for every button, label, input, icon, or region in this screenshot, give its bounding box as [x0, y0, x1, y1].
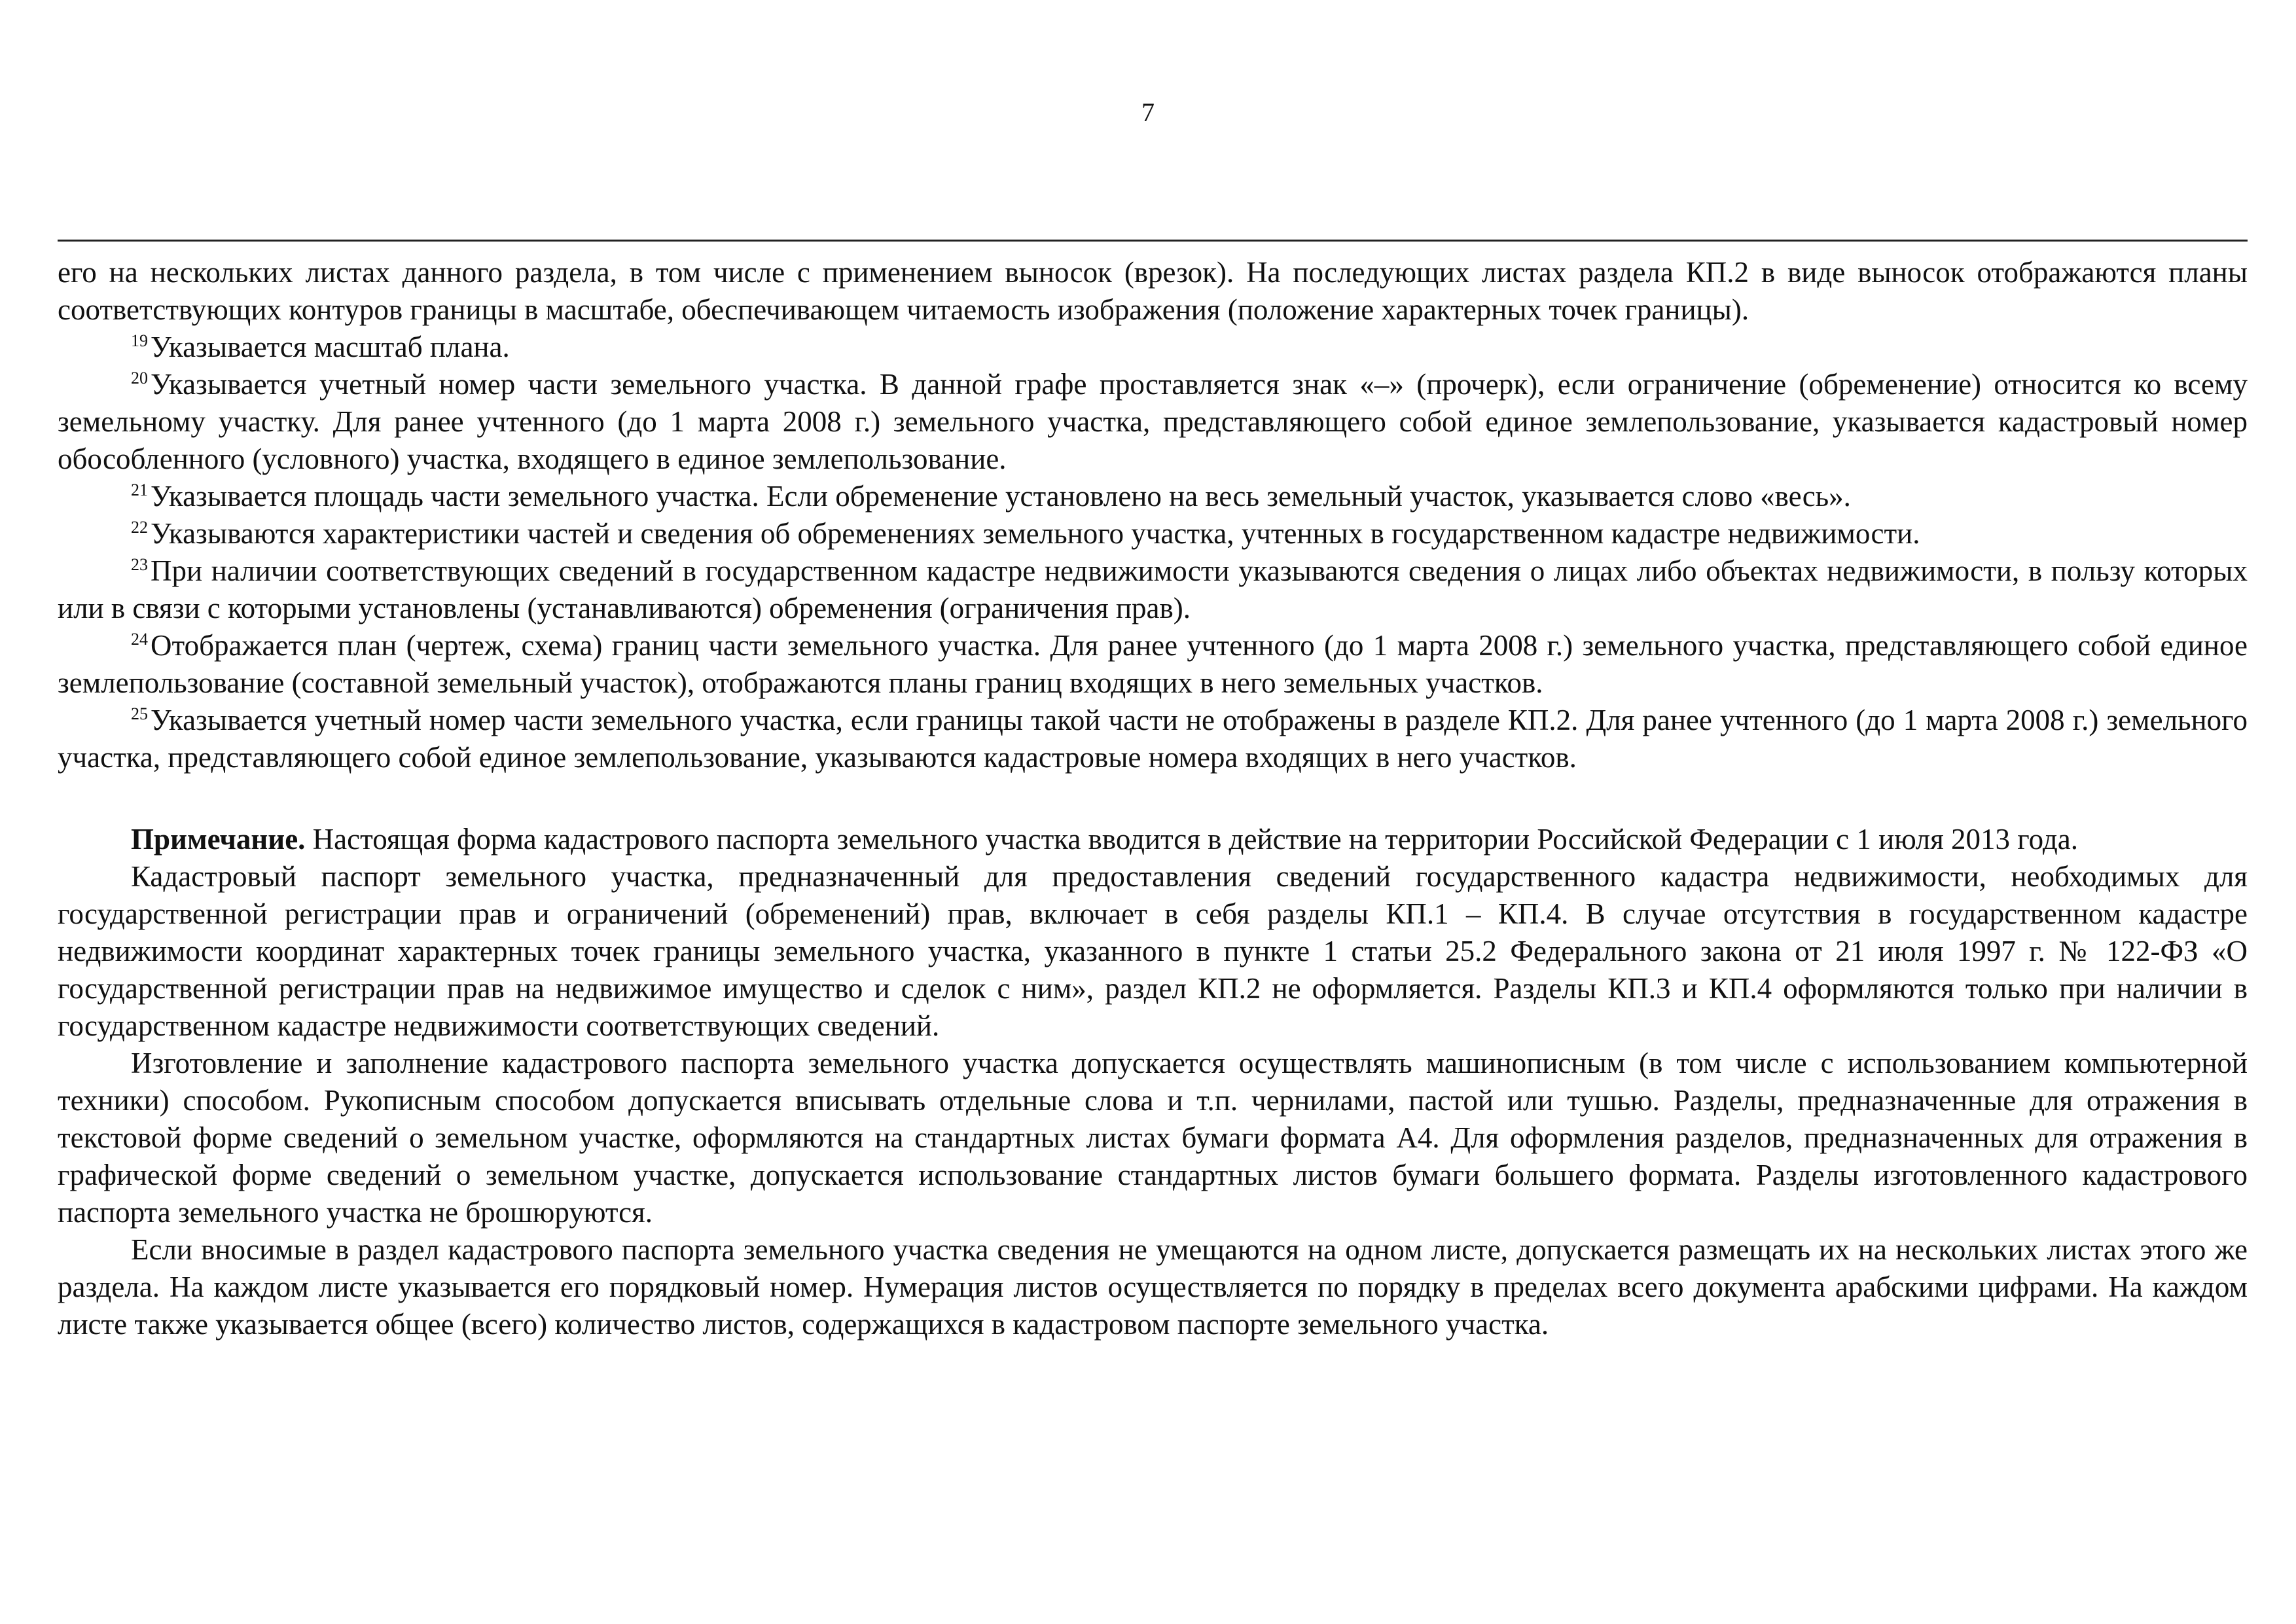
footnote-text: Указывается площадь части земельного участка. Если обременение установлено на весь земельный участок, указывается слово «весь».: [151, 480, 1851, 513]
page-number: 7: [1141, 98, 1155, 127]
footnote-text: Указывается учетный номер части земельного участка, если границы такой части не отображены в разделе КП.2. Для ранее учтенного (до 1 марта 2008 г.) земельного участка, представляющего собой единое землепользование, указываются кадастровые номера входящих в него участков.: [58, 704, 2248, 774]
note-label: Примечание.: [131, 823, 306, 856]
footnote-continuation: его на нескольких листах данного раздела, в том числе с применением выносок (врезок). На последующих листах раздела КП.2 в виде выносок отображаются планы соответствующих контуров границы в масштабе, обеспечивающем читаемость изображения (положение характерных точек границы).: [58, 256, 2248, 326]
note-intro: [58, 821, 2248, 858]
footnote-number: 19: [131, 331, 148, 350]
page-body: [58, 254, 2248, 1343]
footnote-25: [58, 702, 2248, 776]
footnote-number: 25: [131, 704, 148, 723]
note-intro-text: Настоящая форма кадастрового паспорта земельного участка вводится в действие на территории Российской Федерации с 1 июля 2013 года.: [312, 823, 2078, 856]
footnote-number: 20: [131, 369, 148, 388]
footnote-text: При наличии соответствующих сведений в государственном кадастре недвижимости указываются сведения о лицах либо объектах недвижимости, в пользу которых или в связи с которыми установлены (устанавливаются) обременения (ограничения прав).: [58, 554, 2248, 624]
footnote-20: [58, 366, 2248, 478]
footnote-number: 24: [131, 630, 148, 649]
note-paragraph: Изготовление и заполнение кадастрового паспорта земельного участка допускается осуществлять машинописным (в том числе с использованием компьютерной техники) способом. Рукописным способом допускается вписывать отдельные слова и т.п. чернилами, пастой или тушью. Разделы, предназначенные для отражения в текстовой форме сведений о земельном участке, оформляются на стандартных листах бумаги формата А4. Для оформления разделов, предназначенных для отражения в графической форме сведений о земельном участке, допускается использование стандартных листов бумаги большего формата. Разделы изготовленного кадастрового паспорта земельного участка не брошюруются.: [58, 1047, 2248, 1229]
note-paragraph: Если вносимые в раздел кадастрового паспорта земельного участка сведения не умещаются на одном листе, допускается размещать их на нескольких листах этого же раздела. На каждом листе указывается его порядковый номер. Нумерация листов осуществляется по порядку в пределах всего документа арабскими цифрами. На каждом листе также указывается общее (всего) количество листов, содержащихся в кадастровом паспорте земельного участка.: [58, 1233, 2248, 1341]
footnote-text: Указываются характеристики частей и сведения об обременениях земельного участка, учтенных в государственном кадастре недвижимости.: [151, 517, 1920, 550]
footnote-text: Указывается масштаб плана.: [151, 331, 510, 363]
footnote-21: [58, 478, 2248, 515]
note-paragraph: Кадастровый паспорт земельного участка, предназначенный для предоставления сведений государственного кадастра недвижимости, необходимых для государственной регистрации прав и ограничений (обременений) прав, включает в себя разделы КП.1 – КП.4. В случае отсутствия в государственном кадастре недвижимости координат характерных точек границы земельного участка, указанного в пункте 1 статьи 25.2 Федерального закона от 21 июля 1997 г. № 122-ФЗ «О государственной регистрации прав на недвижимое имущество и сделок с ним», раздел КП.2 не оформляется. Разделы КП.3 и КП.4 оформляются только при наличии в государственном кадастре недвижимости соответствующих сведений.: [58, 860, 2248, 1042]
footnote-24: [58, 627, 2248, 702]
footnote-22: [58, 515, 2248, 552]
notes-section: [58, 821, 2248, 1343]
footnote-separator: [58, 240, 2248, 242]
footnote-number: 23: [131, 555, 148, 574]
footnote-23: [58, 552, 2248, 627]
footnote-text: Указывается учетный номер части земельного участка. В данной графе проставляется знак «–» (прочерк), если ограничение (обременение) относится ко всему земельному участку. Для ранее учтенного (до 1 марта 2008 г.) земельного участка, представляющего собой единое землепользование, указывается кадастровый номер обособленного (условного) участка, входящего в единое землепользование.: [58, 368, 2248, 475]
footnote-text: Отображается план (чертеж, схема) границ части земельного участка. Для ранее учтенного (до 1 марта 2008 г.) земельного участка, представляющего собой единое землепользование (составной земельный участок), отображаются планы границ входящих в него земельных участков.: [58, 629, 2248, 699]
footnote-19: [58, 329, 2248, 366]
footnote-number: 22: [131, 518, 148, 537]
footnote-number: 21: [131, 480, 148, 499]
